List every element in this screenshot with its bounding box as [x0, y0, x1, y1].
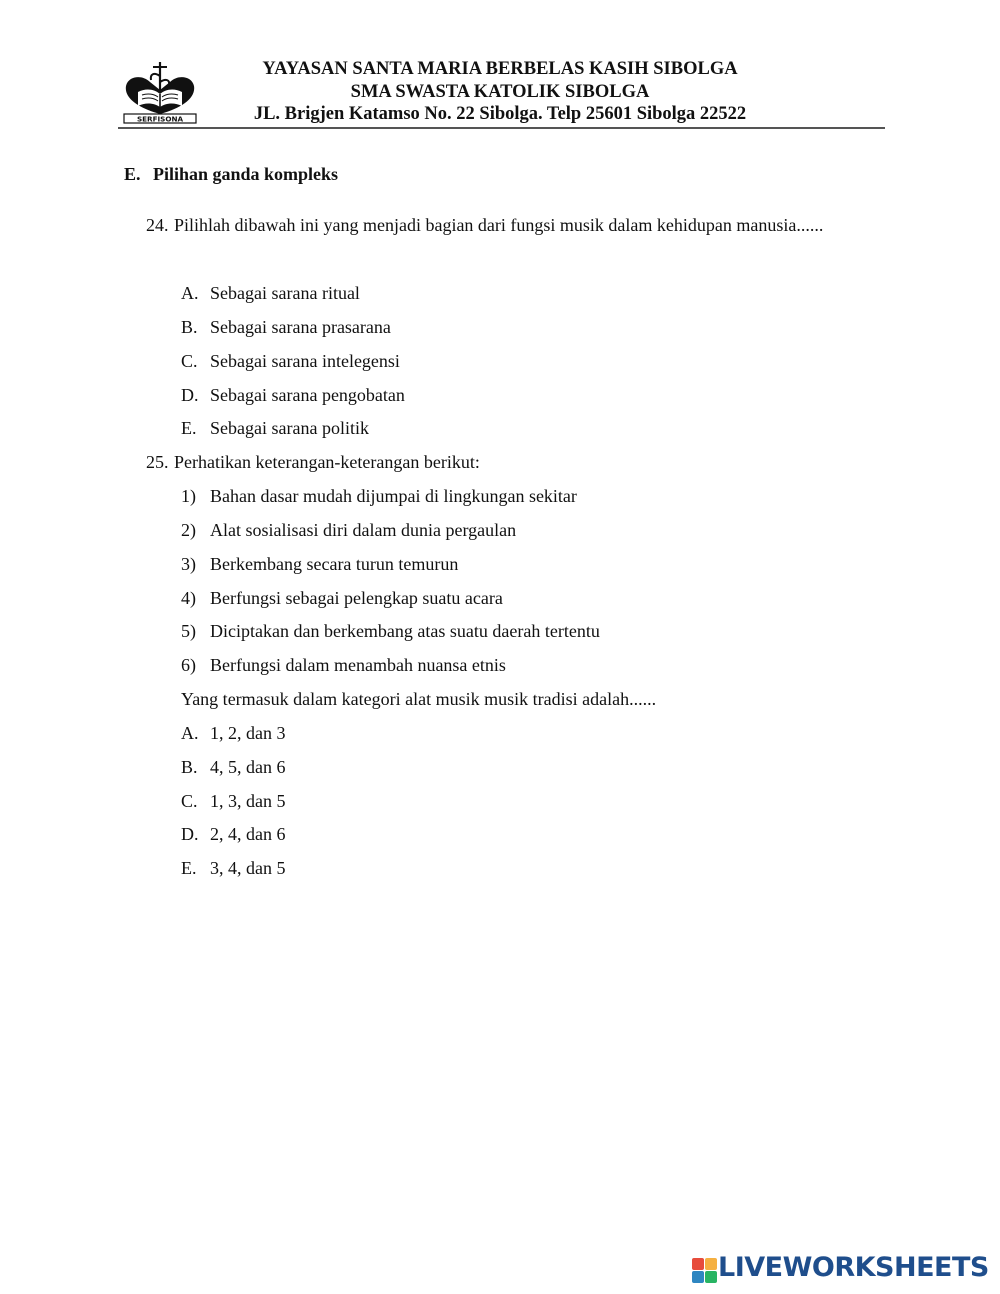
option-24-e[interactable]: [181, 411, 369, 445]
statement-label: 2): [181, 520, 196, 540]
option-label: D.: [181, 824, 199, 844]
section-title: [124, 164, 338, 185]
question-text: Perhatikan keterangan-keterangan berikut:: [174, 452, 480, 472]
option-25-d[interactable]: [181, 817, 286, 851]
logo-text: SERFISONA: [136, 114, 184, 124]
option-text: Sebagai sarana ritual: [210, 283, 360, 303]
brand-square: [705, 1271, 717, 1283]
option-label: E.: [181, 858, 197, 878]
option-text: 4, 5, dan 6: [210, 757, 286, 777]
statement-text: Alat sosialisasi diri dalam dunia pergaulan: [210, 520, 517, 540]
section-title-text: Pilihan ganda kompleks: [153, 164, 339, 184]
option-label: C.: [181, 791, 198, 811]
option-25-a[interactable]: [181, 716, 286, 750]
brand-square: [705, 1258, 717, 1270]
brand-square: [692, 1271, 704, 1283]
statement-label: 5): [181, 621, 196, 641]
header-divider: [118, 127, 885, 129]
statement-text: Diciptakan dan berkembang atas suatu daerah tertentu: [210, 621, 600, 641]
brand-square: [692, 1258, 704, 1270]
option-24-d[interactable]: [181, 378, 405, 412]
option-25-b[interactable]: [181, 750, 286, 784]
statement-label: 3): [181, 554, 196, 574]
option-text: 1, 3, dan 5: [210, 791, 286, 811]
statement-5: [181, 614, 600, 648]
statement-text: Berfungsi sebagai pelengkap suatu acara: [210, 588, 503, 608]
page-header: [0, 0, 1000, 132]
option-25-e[interactable]: [181, 851, 286, 885]
option-label: E.: [181, 418, 197, 438]
school-address: JL. Brigjen Katamso No. 22 Sibolga. Telp 25601 Sibolga 22522: [253, 104, 747, 124]
statement-text: Berfungsi dalam menambah nuansa etnis: [210, 655, 506, 675]
option-label: C.: [181, 351, 198, 371]
option-text: 1, 2, dan 3: [210, 723, 286, 743]
option-24-b[interactable]: [181, 310, 391, 344]
option-label: A.: [181, 723, 199, 743]
option-label: A.: [181, 283, 199, 303]
statement-text: Bahan dasar mudah dijumpai di lingkungan sekitar: [210, 486, 577, 506]
statement-text: Berkembang secara turun temurun: [210, 554, 459, 574]
option-24-c[interactable]: [181, 344, 400, 378]
option-25-c[interactable]: [181, 784, 286, 818]
option-24-a[interactable]: [181, 276, 360, 310]
option-label: D.: [181, 385, 199, 405]
header-text: [200, 58, 800, 126]
brand-name: LIVEWORKSHEETS: [718, 1252, 989, 1283]
school-name: SMA SWASTA KATOLIK SIBOLGA: [350, 81, 650, 102]
statement-label: 1): [181, 486, 196, 506]
question-number: 24.: [146, 215, 169, 235]
question-prompt: Yang termasuk dalam kategori alat musik musik tradisi adalah......: [181, 689, 657, 709]
option-label: B.: [181, 317, 198, 337]
statement-label: 6): [181, 655, 196, 675]
section-letter: E.: [124, 164, 141, 184]
school-logo: [118, 58, 202, 124]
brand-squares-icon: [692, 1258, 718, 1284]
statement-4: [181, 581, 503, 615]
statement-2: [181, 513, 516, 547]
option-text: Sebagai sarana intelegensi: [210, 351, 400, 371]
option-text: Sebagai sarana pengobatan: [210, 385, 405, 405]
statement-label: 4): [181, 588, 196, 608]
question-number: 25.: [146, 452, 169, 472]
option-text: Sebagai sarana politik: [210, 418, 369, 438]
statement-6: [181, 648, 506, 682]
option-label: B.: [181, 757, 198, 777]
foundation-name: YAYASAN SANTA MARIA BERBELAS KASIH SIBOLGA: [262, 59, 738, 79]
statement-1: [181, 479, 577, 513]
option-text: 2, 4, dan 6: [210, 824, 286, 844]
option-text: Sebagai sarana prasarana: [210, 317, 391, 337]
statement-3: [181, 547, 458, 581]
option-text: 3, 4, dan 5: [210, 858, 286, 878]
question-text: Pilihlah dibawah ini yang menjadi bagian dari fungsi musik dalam kehidupan manusia......: [174, 215, 824, 235]
